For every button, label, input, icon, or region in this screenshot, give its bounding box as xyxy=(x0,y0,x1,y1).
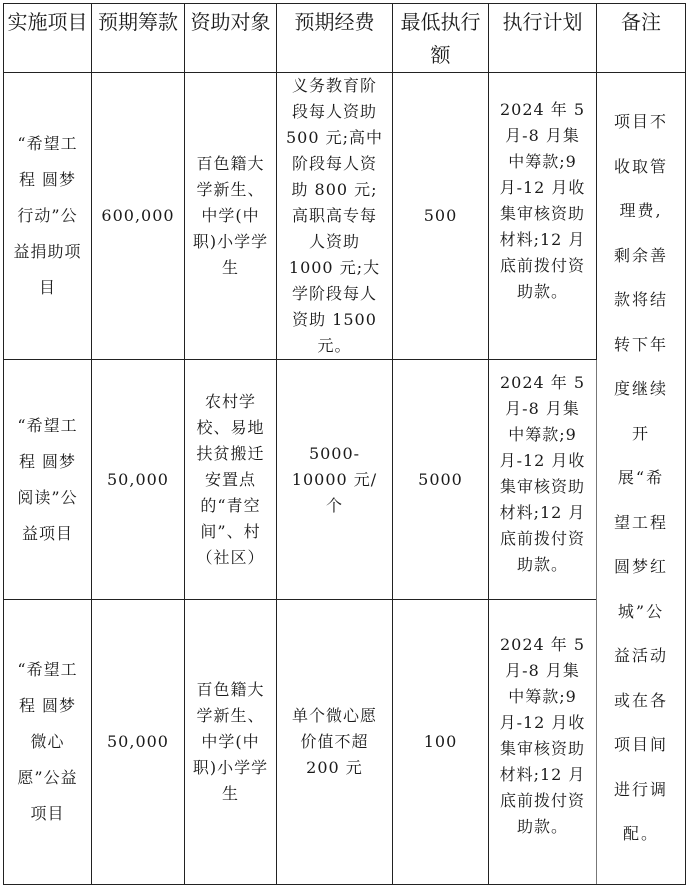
beneficiaries: 百色籍大学新生、中学(中职)小学学生 xyxy=(192,680,269,803)
project-name-cell xyxy=(4,360,92,600)
expected-fundraising: 50,000 xyxy=(107,469,169,489)
header-execution-plan: 执行计划 xyxy=(489,4,597,73)
project-name: “希望工程 圆梦行动”公益捐助项目 xyxy=(13,134,82,297)
table-row xyxy=(4,73,686,360)
expected-fundraising-cell xyxy=(92,360,185,600)
minimum-execution-cell xyxy=(393,600,489,885)
expected-budget: 5000-10000 元/个 xyxy=(291,443,378,515)
execution-plan: 2024 年 5 月-8 月集中筹款;9 月-12 月收集审核资助材料;12 月底前拨付资助款。 xyxy=(499,100,586,301)
remark-cell xyxy=(597,73,686,885)
expected-fundraising: 600,000 xyxy=(101,206,175,225)
minimum-execution-cell xyxy=(393,360,489,600)
minimum-execution: 5000 xyxy=(418,469,463,489)
execution-plan: 2024 年 5 月-8 月集中筹款;9 月-12 月收集审核资助材料;12 月底前拨付资助款。 xyxy=(499,373,586,574)
header-project: 实施项目 xyxy=(4,4,92,73)
header-expected-budget: 预期经费 xyxy=(277,4,393,73)
project-name: “希望工程 圆梦微心愿”公益项目 xyxy=(17,660,78,823)
execution-plan: 2024 年 5 月-8 月集中筹款;9 月-12 月收集审核资助材料;12 月底前拨付资助款。 xyxy=(499,635,586,836)
beneficiaries: 百色籍大学新生、中学(中职)小学学生 xyxy=(192,154,269,277)
minimum-execution: 100 xyxy=(423,732,458,751)
beneficiaries: 农村学校、易地扶贫搬迁安置点的“青空间”、村（社区） xyxy=(196,391,265,567)
header-remark: 备注 xyxy=(597,4,686,73)
minimum-execution-cell xyxy=(393,73,489,360)
expected-budget: 单个微心愿价值不超 200 元 xyxy=(291,706,377,777)
execution-plan-cell xyxy=(489,360,597,600)
expected-budget-cell xyxy=(277,600,393,885)
header-beneficiaries: 资助对象 xyxy=(185,4,277,73)
project-name-cell xyxy=(4,600,92,885)
expected-fundraising: 50,000 xyxy=(107,732,169,751)
expected-fundraising-cell xyxy=(92,73,185,360)
remark: 项目不收取管理费,剩余善款将结转下年度继续开展“希望工程 圆梦红城”公益活动或在各项目间进行调配。 xyxy=(613,112,668,844)
table-row xyxy=(4,360,686,600)
beneficiaries-cell xyxy=(185,360,277,600)
project-funding-table xyxy=(3,3,686,885)
header-expected-fundraising: 预期筹款 xyxy=(92,4,185,73)
beneficiaries-cell xyxy=(185,600,277,885)
header-minimum-execution: 最低执行额 xyxy=(393,4,489,73)
beneficiaries-cell xyxy=(185,73,277,360)
expected-budget: 义务教育阶段每人资助 500 元;高中阶段每人资助 800 元;高职高专每人资助 1000 元;大学阶段每人资助 1500 元。 xyxy=(285,76,384,355)
header-row xyxy=(4,4,686,73)
expected-fundraising-cell xyxy=(92,600,185,885)
table-row xyxy=(4,600,686,885)
project-name: “希望工程 圆梦阅读”公益项目 xyxy=(17,415,78,543)
minimum-execution: 500 xyxy=(423,206,458,225)
execution-plan-cell xyxy=(489,600,597,885)
expected-budget-cell xyxy=(277,360,393,600)
project-name-cell xyxy=(4,73,92,360)
expected-budget-cell xyxy=(277,73,393,360)
execution-plan-cell xyxy=(489,73,597,360)
